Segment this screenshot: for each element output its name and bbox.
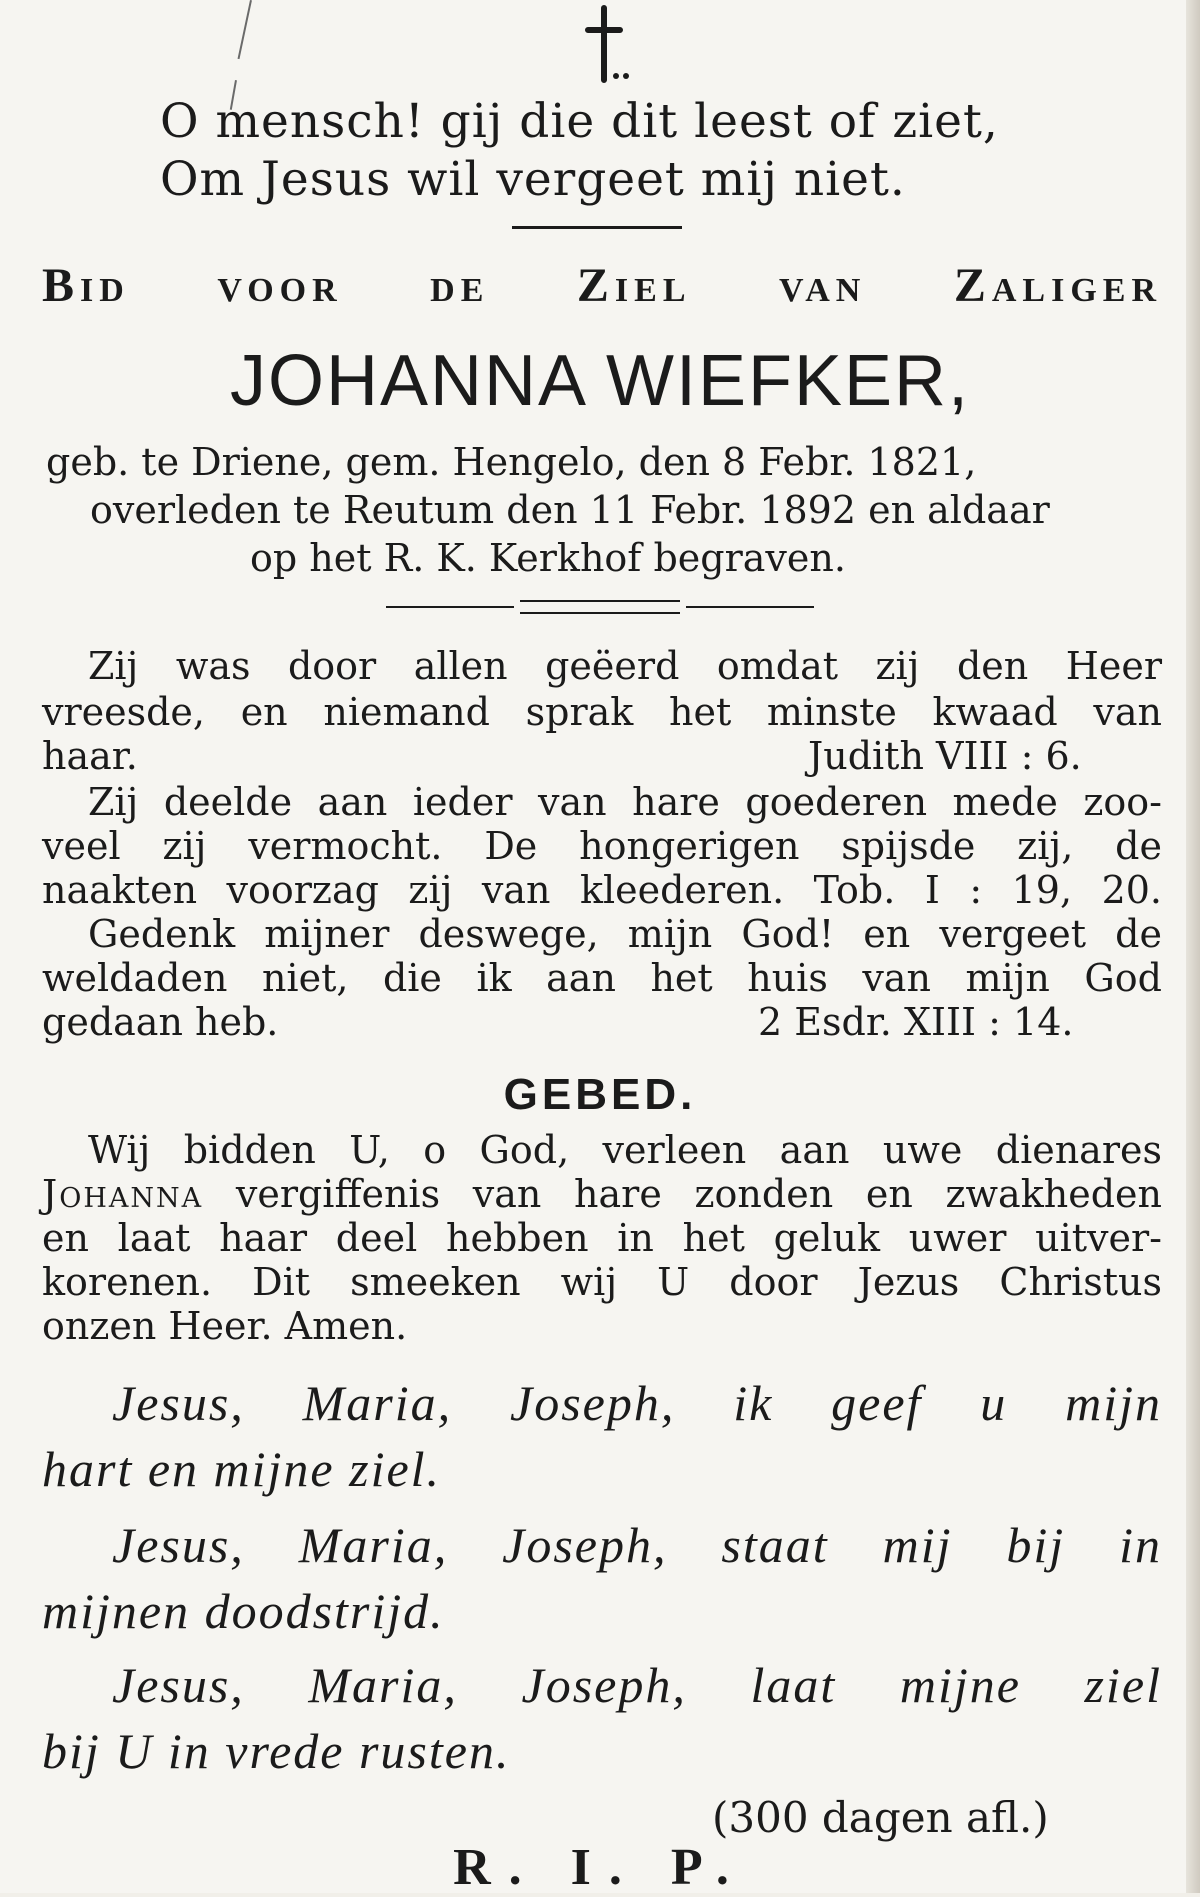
invocation2-line-2: mijnen doodstrijd.	[42, 1583, 445, 1639]
quote1-line-1: Zij was door allen geëerd omdat zij den Heer	[88, 644, 1162, 688]
scratch-mark	[238, 0, 252, 59]
quote3-line-3: gedaan heb.	[42, 1000, 279, 1044]
divider-center-top	[520, 600, 680, 602]
prayer-line-1: Wij bidden U, o God, verleen aan uwe dienares	[88, 1128, 1162, 1172]
prayer-line-2-rest: vergiffenis van hare zonden en zwakheden	[235, 1172, 1162, 1216]
prayer-name: Johanna	[42, 1172, 204, 1216]
prayer-line-5: onzen Heer. Amen.	[42, 1304, 408, 1348]
rip-text: R. I. P.	[453, 1839, 747, 1896]
deceased-name: JOHANNA WIEFKER,	[229, 341, 971, 421]
quote2-line-1: Zij deelde aan ieder van hare goederen mede zoo-	[88, 780, 1162, 824]
divider	[512, 226, 682, 229]
prayer-title: GEBED.	[503, 1070, 697, 1119]
prayer-line-3: en laat haar deel hebben in het geluk uwer uitver-	[42, 1216, 1162, 1260]
cross-icon	[578, 4, 630, 84]
invocation1-line-2: hart en mijne ziel.	[42, 1441, 442, 1497]
quote3-line-1: Gedenk mijner deswege, mijn God! en vergeet de	[88, 912, 1162, 956]
invocation3-line-2: bij U in vrede rusten.	[42, 1723, 511, 1779]
motto-line-2: Om Jesus wil vergeet mij niet.	[160, 152, 906, 207]
prayer-line-4: korenen. Dit smeeken wij U door Jezus Christus	[42, 1260, 1162, 1304]
bio-line-2: overleden te Reutum den 11 Febr. 1892 en aldaar	[90, 488, 1050, 532]
bio-line-1: geb. te Driene, gem. Hengelo, den 8 Febr. 1821,	[46, 440, 977, 484]
indulgence-note: (300 dagen afl.)	[712, 1793, 1049, 1842]
invocation3-line-1: Jesus, Maria, Joseph, laat mijne ziel	[112, 1657, 1162, 1713]
divider-right	[686, 606, 814, 608]
divider-center-bottom	[520, 612, 680, 614]
prayer-line-2	[42, 1172, 1162, 1216]
quote2-line-2: veel zij vermocht. De hongerigen spijsde zij, de	[42, 824, 1162, 868]
quote1-line-2: vreesde, en niemand sprak het minste kwaad van	[42, 690, 1162, 734]
heading-intro	[42, 258, 1162, 313]
quote3-reference: 2 Esdr. XIII : 14.	[758, 1000, 1074, 1044]
motto-line-1: O mensch! gij die dit leest of ziet,	[160, 94, 999, 149]
quote2-line-3: naakten voorzag zij van kleederen. Tob. I : 19, 20.	[42, 868, 1162, 912]
card-edge	[1186, 0, 1200, 1893]
quote1-line-3: haar.	[42, 734, 138, 778]
quote1-reference: Judith VIII : 6.	[808, 734, 1082, 778]
bio-line-3: op het R. K. Kerkhof begraven.	[250, 536, 846, 580]
heading-intro-text: Bid voor de Ziel van Zaliger	[42, 259, 1162, 312]
invocation2-line-1: Jesus, Maria, Joseph, staat mij bij in	[112, 1517, 1162, 1573]
quote3-line-2: weldaden niet, die ik aan het huis van mijn God	[42, 956, 1162, 1000]
divider-left	[386, 606, 514, 608]
invocation1-line-1: Jesus, Maria, Joseph, ik geef u mijn	[112, 1375, 1162, 1431]
